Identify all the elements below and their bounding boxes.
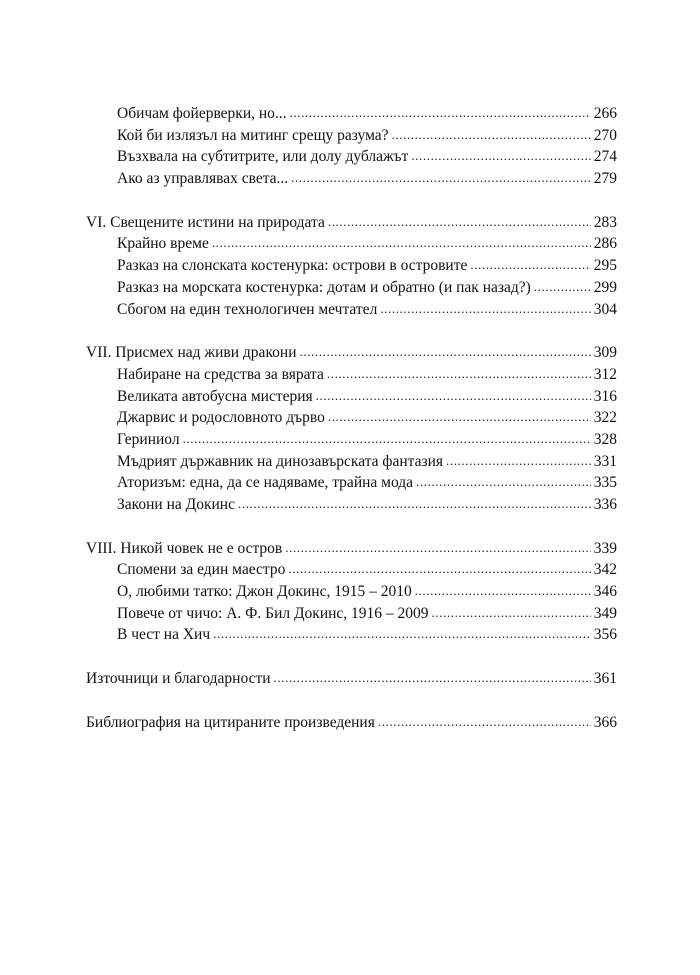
dot-leader <box>328 211 591 233</box>
dot-leader <box>446 450 591 472</box>
toc-entry-title: Спомени за един маестро <box>117 561 286 579</box>
dot-leader <box>300 341 591 363</box>
toc-entry <box>86 146 617 168</box>
toc-entry <box>86 581 617 603</box>
toc-entry <box>86 429 617 451</box>
toc-entry-title: Закони на Докинс <box>117 496 235 513</box>
toc-entry-page: 270 <box>593 126 617 144</box>
toc-entry <box>86 472 617 494</box>
dot-leader <box>183 428 591 450</box>
toc-entry-page: 342 <box>593 561 617 579</box>
dot-leader <box>285 537 591 559</box>
toc-entry-title: Възхвала на субтитрите, или долу дублажът <box>117 148 409 166</box>
toc-chapter-title: Източници и благодарности <box>86 670 271 688</box>
dot-leader <box>411 145 590 167</box>
toc-entry <box>86 386 617 408</box>
dot-leader <box>291 167 591 189</box>
toc-entry <box>86 494 617 516</box>
toc-entry <box>86 364 617 386</box>
toc-entry-page: 274 <box>593 148 617 166</box>
dot-leader <box>316 385 591 407</box>
toc-entry-title: Гериниол <box>117 430 180 448</box>
toc-entry-title: Набиране на средства за вярата <box>117 365 324 383</box>
dot-leader <box>380 298 590 320</box>
dot-leader <box>328 406 591 428</box>
toc-entry-page: 356 <box>593 626 617 644</box>
toc-chapter-title: Библиография на цитираните произведения <box>86 713 375 731</box>
toc-chapter-page: 366 <box>593 713 617 731</box>
toc-entry-page: 335 <box>593 474 617 492</box>
section-spacer <box>86 320 617 342</box>
dot-leader <box>327 363 591 385</box>
toc-entry <box>86 168 617 190</box>
toc-entry-title: Сбогом на един технологичен мечтател <box>117 300 378 318</box>
dot-leader <box>415 580 591 602</box>
toc-entry <box>86 125 617 147</box>
toc-entry-page: 346 <box>593 583 617 601</box>
toc-entry-page: 286 <box>593 235 617 253</box>
toc-chapter-title: VII. Присмех над живи дракони <box>86 344 297 362</box>
toc-entry-page: 295 <box>593 257 617 275</box>
dot-leader <box>213 623 591 645</box>
toc-chapter-title: VI. Свещените истини на природата <box>86 213 325 231</box>
dot-leader <box>392 124 591 146</box>
toc-chapter-page: 283 <box>593 213 617 231</box>
toc-entry <box>86 559 617 581</box>
toc-entry-title: Кой би излязъл на митинг срещу разума? <box>117 126 389 144</box>
toc-entry-page: 316 <box>593 387 617 405</box>
toc-entry-page: 266 <box>593 105 617 122</box>
section-spacer <box>86 690 617 712</box>
toc-entry-page: 328 <box>593 430 617 448</box>
dot-leader <box>274 667 591 689</box>
toc-entry-page: 299 <box>593 278 617 296</box>
toc-entry-title: Крайно време <box>117 235 209 253</box>
toc-entry <box>86 277 617 299</box>
dot-leader <box>432 602 591 624</box>
toc-entry <box>86 103 617 125</box>
dot-leader <box>238 493 591 515</box>
toc-entry-page: 336 <box>593 496 617 513</box>
dot-leader <box>378 711 591 733</box>
toc-entry <box>86 299 617 321</box>
toc-entry-title: Джарвис и родословното дърво <box>117 409 325 427</box>
toc-chapter-8 <box>86 538 617 560</box>
toc-entry-page: 322 <box>593 409 617 427</box>
table-of-contents <box>86 103 617 734</box>
toc-chapter-title: VIII. Никой човек не е остров <box>86 539 283 557</box>
toc-entry <box>86 255 617 277</box>
toc-entry-page: 304 <box>593 300 617 318</box>
toc-entry-page: 312 <box>593 365 617 383</box>
toc-entry <box>86 603 617 625</box>
toc-bibliography <box>86 712 617 734</box>
dot-leader <box>416 471 591 493</box>
toc-entry-page: 349 <box>593 604 617 622</box>
toc-chapter-7 <box>86 342 617 364</box>
section-spacer <box>86 516 617 538</box>
toc-entry <box>86 624 617 646</box>
toc-entry-page: 331 <box>593 452 617 470</box>
toc-chapter-page: 309 <box>593 344 617 362</box>
toc-entry-title: Обичам фойерверки, но... <box>117 105 287 122</box>
dot-leader <box>534 276 591 298</box>
toc-entry-title: Ако аз управлявах света... <box>117 170 289 188</box>
toc-entry <box>86 233 617 255</box>
toc-entry-title: Разказ на морската костенурка: дотам и обратно (и пак назад?) <box>117 278 531 296</box>
toc-chapter-page: 361 <box>593 670 617 688</box>
toc-entry-page: 279 <box>593 170 617 188</box>
dot-leader <box>290 102 591 124</box>
toc-entry-title: В чест на Хич <box>117 626 211 644</box>
dot-leader <box>470 254 590 276</box>
toc-chapter-6 <box>86 212 617 234</box>
toc-entry-title: Великата автобусна мистерия <box>117 387 313 405</box>
toc-sources <box>86 668 617 690</box>
toc-entry-title: Мъдрият държавник на динозавърската фантазия <box>117 452 444 470</box>
toc-entry <box>86 451 617 473</box>
toc-entry <box>86 407 617 429</box>
toc-chapter-page: 339 <box>593 539 617 557</box>
dot-leader <box>212 232 591 254</box>
dot-leader <box>288 558 590 580</box>
section-spacer <box>86 190 617 212</box>
toc-entry-title: О, любими татко: Джон Докинс, 1915 – 2010 <box>117 583 412 601</box>
toc-entry-title: Разказ на слонската костенурка: острови в островите <box>117 257 468 275</box>
toc-entry-title: Аторизъм: една, да се надяваме, трайна мода <box>117 474 414 492</box>
toc-entry-title: Повече от чичо: А. Ф. Бил Докинс, 1916 – 2009 <box>117 604 429 622</box>
section-spacer <box>86 646 617 668</box>
